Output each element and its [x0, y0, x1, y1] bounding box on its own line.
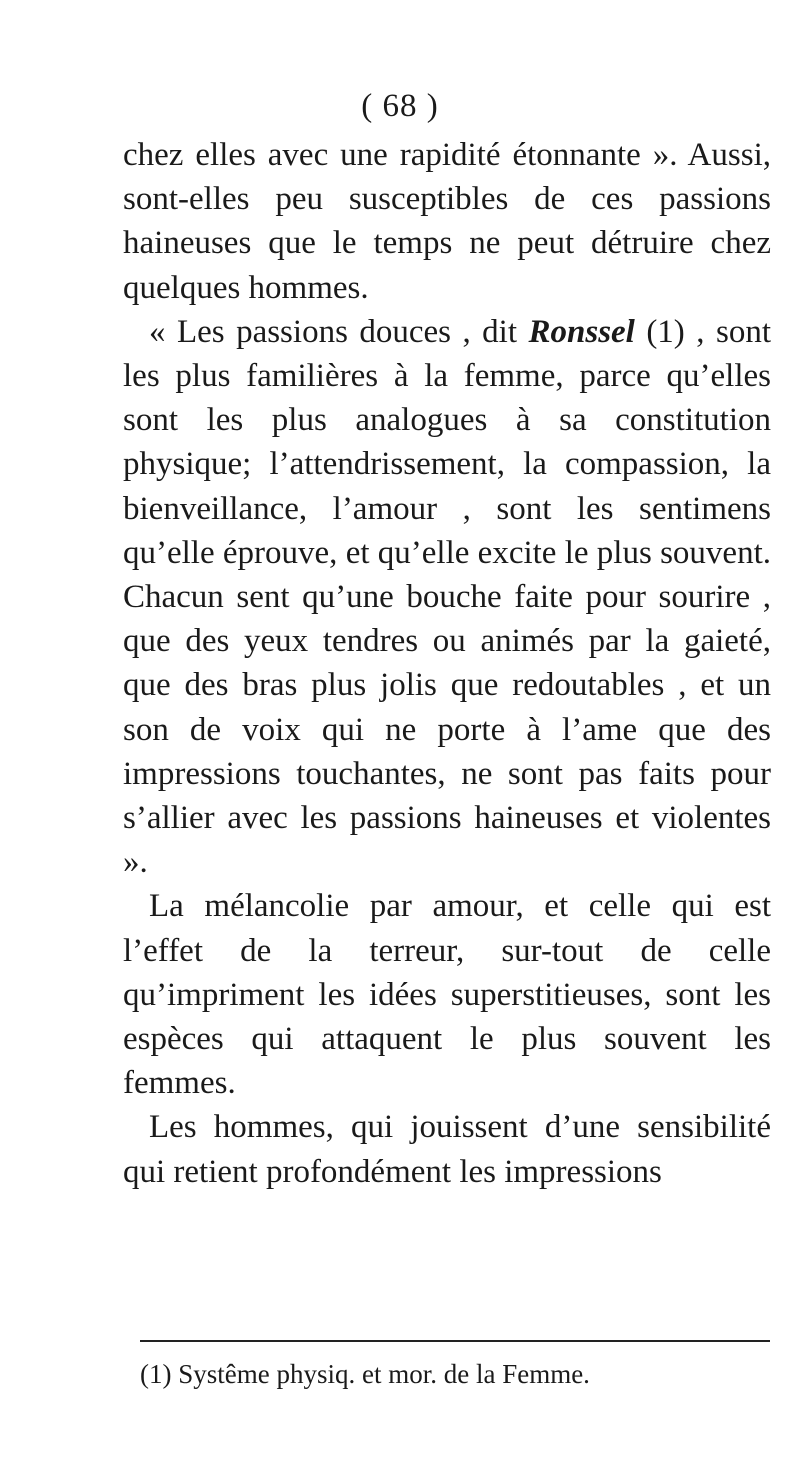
body-text: [123, 133, 771, 1194]
paragraph-3: La mélancolie par amour, et celle qui est l’effet de la terreur, sur-tout de celle qu’impriment les idées superstitieuses, sont les espèces qui attaquent le plus souvent les femmes.: [123, 888, 771, 1102]
paragraph-1: chez elles avec une rapidité étonnante ». Aussi, sont-elles peu susceptibles de ces passions haineuses que le temps ne peut détruire chez quelques hommes.: [123, 137, 771, 306]
paragraph-4: Les hommes, qui jouissent d’une sensibilité qui retient profondément les impressions: [123, 1109, 771, 1190]
paragraph-2: [123, 310, 771, 885]
cited-author: Ronssel: [528, 313, 635, 350]
page-number: ( 68 ): [361, 88, 439, 124]
paragraph-2-lead: « Les passions douces , dit: [149, 313, 529, 350]
footnote-divider: [140, 1340, 770, 1342]
footnote: (1) Systême physiq. et mor. de la Femme.: [140, 1359, 590, 1389]
paragraph-2-rest: (1) , sont les plus familières à la femme, parce qu’elles sont les plus analogues à sa constitution physique; l’attendrissement, la compassion, la bienveillance, l’amour , sont les sentimens qu’elle éprouve, et qu’elle excite le plus souvent. Chacun sent qu’une bouche faite pour sourire , que des yeux tendres ou animés par la gaieté, que des bras plus jolis que redoutables , et un son de voix qui ne porte à l’ame que des impressions touchantes, ne sont pas faits pour s’allier avec les passions haineuses et violentes ».: [123, 313, 771, 881]
